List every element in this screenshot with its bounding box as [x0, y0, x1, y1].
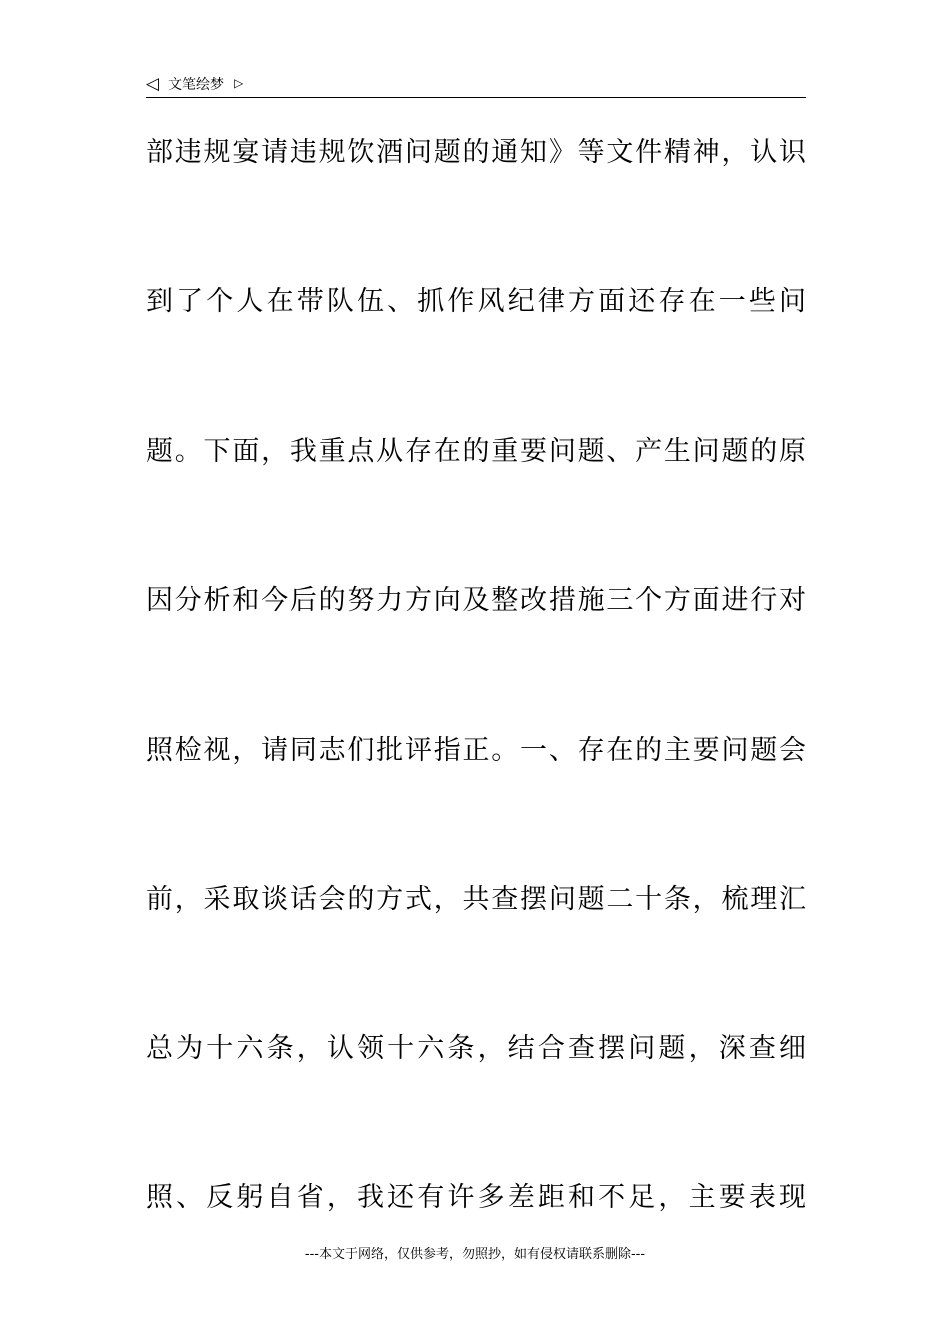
body-line-3: 题。下面，我重点从存在的重要问题、产生问题的原 — [146, 436, 806, 467]
body-line-4: 因分析和今后的努力方向及整改措施三个方面进行对 — [146, 585, 806, 616]
body-line-2: 到了个人在带队伍、抓作风纪律方面还存在一些问 — [146, 286, 806, 317]
page-header — [146, 72, 806, 98]
right-triangle-icon: ▷ — [234, 76, 244, 90]
footer-disclaimer: ---本文于网络，仅供参考，勿照抄，如有侵权请联系删除--- — [304, 1247, 646, 1262]
header-divider — [146, 97, 806, 98]
body-line-7: 总为十六条，认领十六条，结合查摆问题，深查细 — [146, 1033, 806, 1064]
body-line-6: 前，采取谈话会的方式，共查摆问题二十条，梳理汇 — [146, 884, 806, 915]
body-line-5: 照检视，请同志们批评指正。一、存在的主要问题会 — [146, 735, 806, 766]
body-line-8: 照、反躬自省，我还有许多差距和不足，主要表现 — [146, 1182, 806, 1213]
header-title: 文笔绘梦 — [168, 77, 224, 93]
body-line-1: 部违规宴请违规饮酒问题的通知》等文件精神，认识 — [146, 137, 806, 168]
left-triangle-icon: ◁ — [146, 74, 160, 94]
